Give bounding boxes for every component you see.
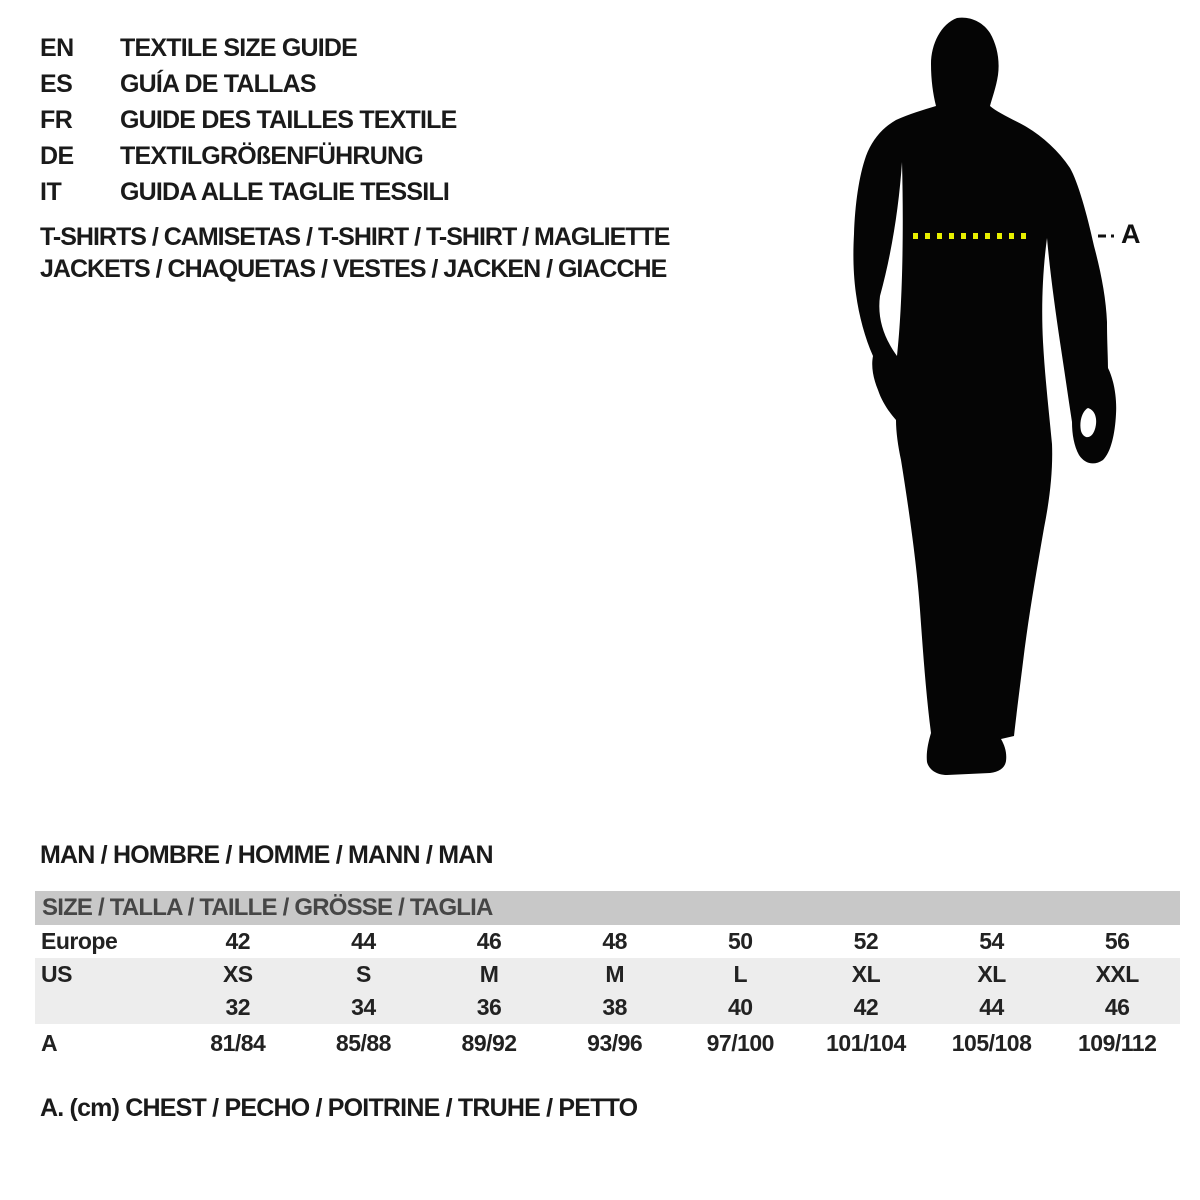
section-heading-man: MAN / HOMBRE / HOMME / MANN / MAN [40, 841, 493, 869]
lang-row-de [40, 138, 457, 174]
cell: XS [222, 961, 253, 987]
cell: 56 [1104, 928, 1130, 954]
cell: 46 [1104, 994, 1130, 1020]
size-table [35, 891, 1180, 1062]
cell: M [605, 961, 625, 987]
category-heading [40, 221, 669, 285]
man-silhouette [820, 0, 1200, 780]
cell: 32 [225, 994, 251, 1020]
row-label: US [41, 961, 72, 987]
cell: 105/108 [951, 1029, 1032, 1056]
cell: 81/84 [210, 1029, 266, 1056]
cell: 85/88 [335, 1029, 391, 1056]
cell: XL [977, 961, 1006, 987]
lang-label: GUIDE DES TAILLES TEXTILE [120, 105, 457, 134]
cell: 50 [728, 928, 753, 954]
cell: 38 [602, 994, 627, 1020]
man-silhouette-icon [820, 0, 1200, 780]
lang-row-es [40, 66, 457, 102]
table-row-chest-a [35, 1024, 1180, 1062]
cell: 42 [853, 994, 879, 1020]
cell: 109/112 [1078, 1029, 1157, 1056]
cell: 93/96 [587, 1029, 643, 1056]
cell: 42 [225, 928, 251, 954]
row-label: A [41, 1029, 58, 1056]
cell: 44 [979, 994, 1004, 1020]
lang-code: FR [40, 105, 73, 134]
cell: 46 [476, 928, 502, 954]
size-table-header: SIZE / TALLA / TAILLE / GRÖSSE / TAGLIA [35, 891, 1180, 925]
lang-code: DE [40, 141, 74, 170]
row-label: Europe [41, 928, 118, 954]
lang-label: TEXTILE SIZE GUIDE [120, 33, 358, 62]
cell: 40 [728, 994, 753, 1020]
table-row-europe [35, 925, 1180, 958]
lang-code: ES [40, 69, 73, 98]
lang-code: IT [40, 177, 62, 206]
lang-row-en [40, 30, 457, 66]
silhouette-body [853, 18, 1116, 775]
cell: 36 [476, 994, 502, 1020]
cell: XXL [1095, 961, 1139, 987]
measure-label-a: A [1121, 219, 1141, 249]
cell: S [356, 961, 371, 987]
cell: 34 [351, 994, 376, 1020]
lang-row-fr [40, 102, 457, 138]
lang-label: TEXTILGRÖßENFÜHRUNG [120, 141, 423, 170]
cell: 44 [351, 928, 376, 954]
category-line-jackets: JACKETS / CHAQUETAS / VESTES / JACKEN / GIACCHE [40, 255, 667, 283]
cell: M [479, 961, 499, 987]
cell: L [733, 961, 748, 987]
cell: 101/104 [826, 1029, 906, 1056]
cell: 52 [853, 928, 879, 954]
lang-label: GUIDA ALLE TAGLIE TESSILI [120, 177, 450, 206]
lang-code: EN [40, 33, 74, 62]
cell: 48 [602, 928, 627, 954]
category-line-tshirts: T-SHIRTS / CAMISETAS / T-SHIRT / T-SHIRT / MAGLIETTE [40, 223, 670, 251]
cell: 97/100 [706, 1029, 774, 1056]
table-row-us-numeric [35, 991, 1180, 1024]
table-row-us [35, 958, 1180, 991]
lang-row-it [40, 174, 457, 210]
language-list [40, 30, 457, 210]
measurement-footnote: A. (cm) CHEST / PECHO / POITRINE / TRUHE / PETTO [40, 1094, 638, 1122]
cell: XL [851, 961, 881, 987]
cell: 54 [979, 928, 1004, 954]
cell: 89/92 [461, 1029, 517, 1056]
lang-label: GUÍA DE TALLAS [120, 69, 316, 98]
